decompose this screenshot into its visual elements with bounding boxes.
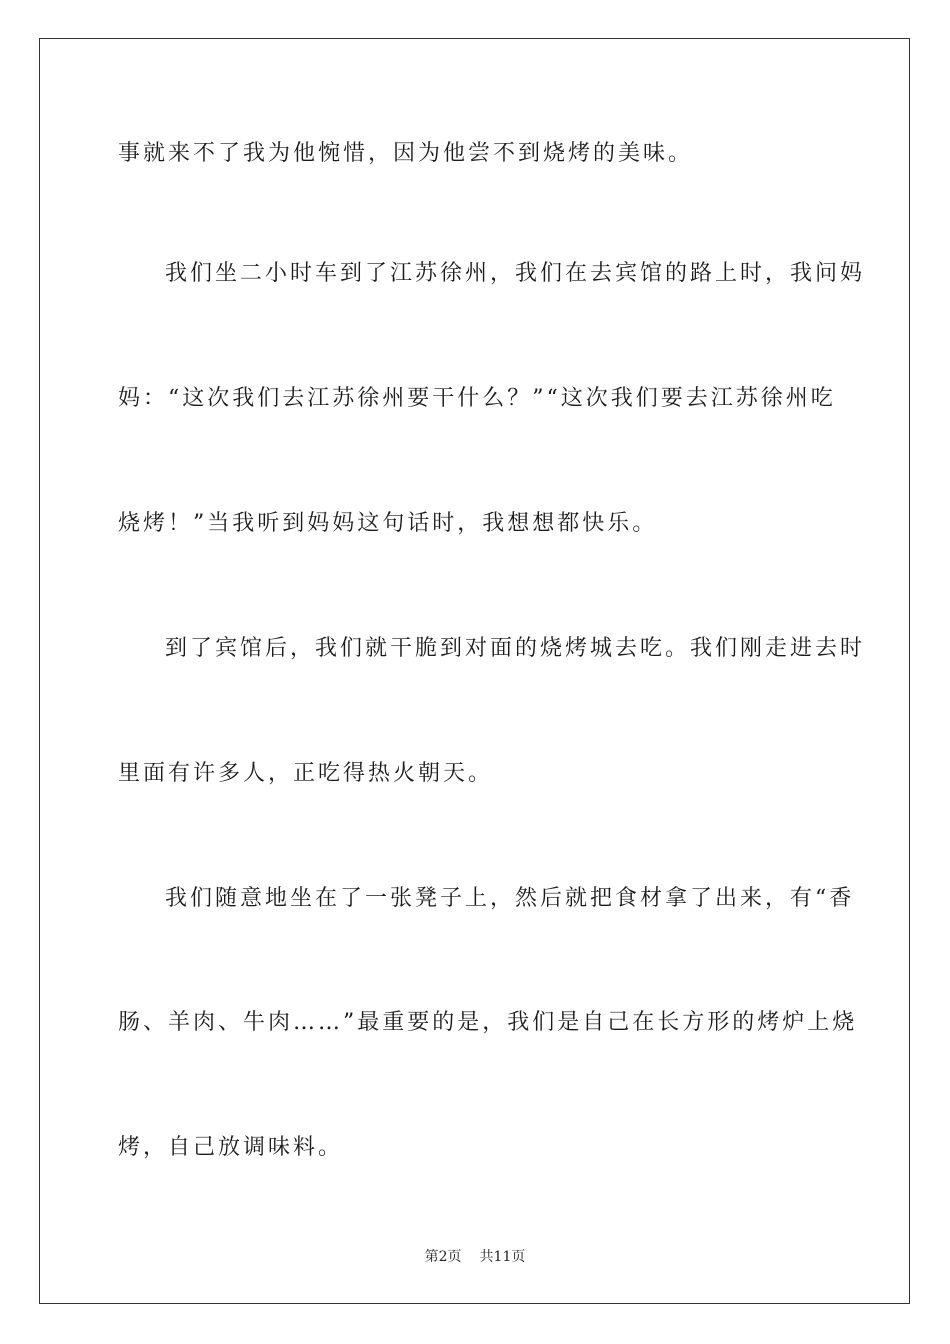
page-total: 共11页 [479,1249,526,1265]
text-line-4: 烧烤！”当我听到妈妈这句话时，我想想都快乐。 [118,511,658,536]
page-border [39,38,910,1304]
text-line-6: 里面有许多人，正吃得热火朝天。 [118,761,494,786]
text-line-2: 我们坐二小时车到了江苏徐州，我们在去宾馆的路上时，我问妈 [165,261,866,286]
text-line-1: 事就来不了我为他惋惜，因为他尝不到烧烤的美味。 [118,141,694,166]
text-line-7: 我们随意地坐在了一张凳子上，然后就把食材拿了出来，有“香 [165,886,855,911]
text-line-3: 妈：“这次我们去江苏徐州要干什么？”“这次我们要去江苏徐州吃 [118,386,836,411]
page-footer [0,1246,950,1266]
text-line-8: 肠、羊肉、牛肉……”最重要的是，我们是自己在长方形的烤炉上烧 [118,1010,858,1035]
page-number: 第2页 [424,1249,462,1265]
text-line-9: 烤，自己放调味料。 [118,1135,344,1160]
text-line-5: 到了宾馆后，我们就干脆到对面的烧烤城去吃。我们刚走进去时 [165,636,866,661]
